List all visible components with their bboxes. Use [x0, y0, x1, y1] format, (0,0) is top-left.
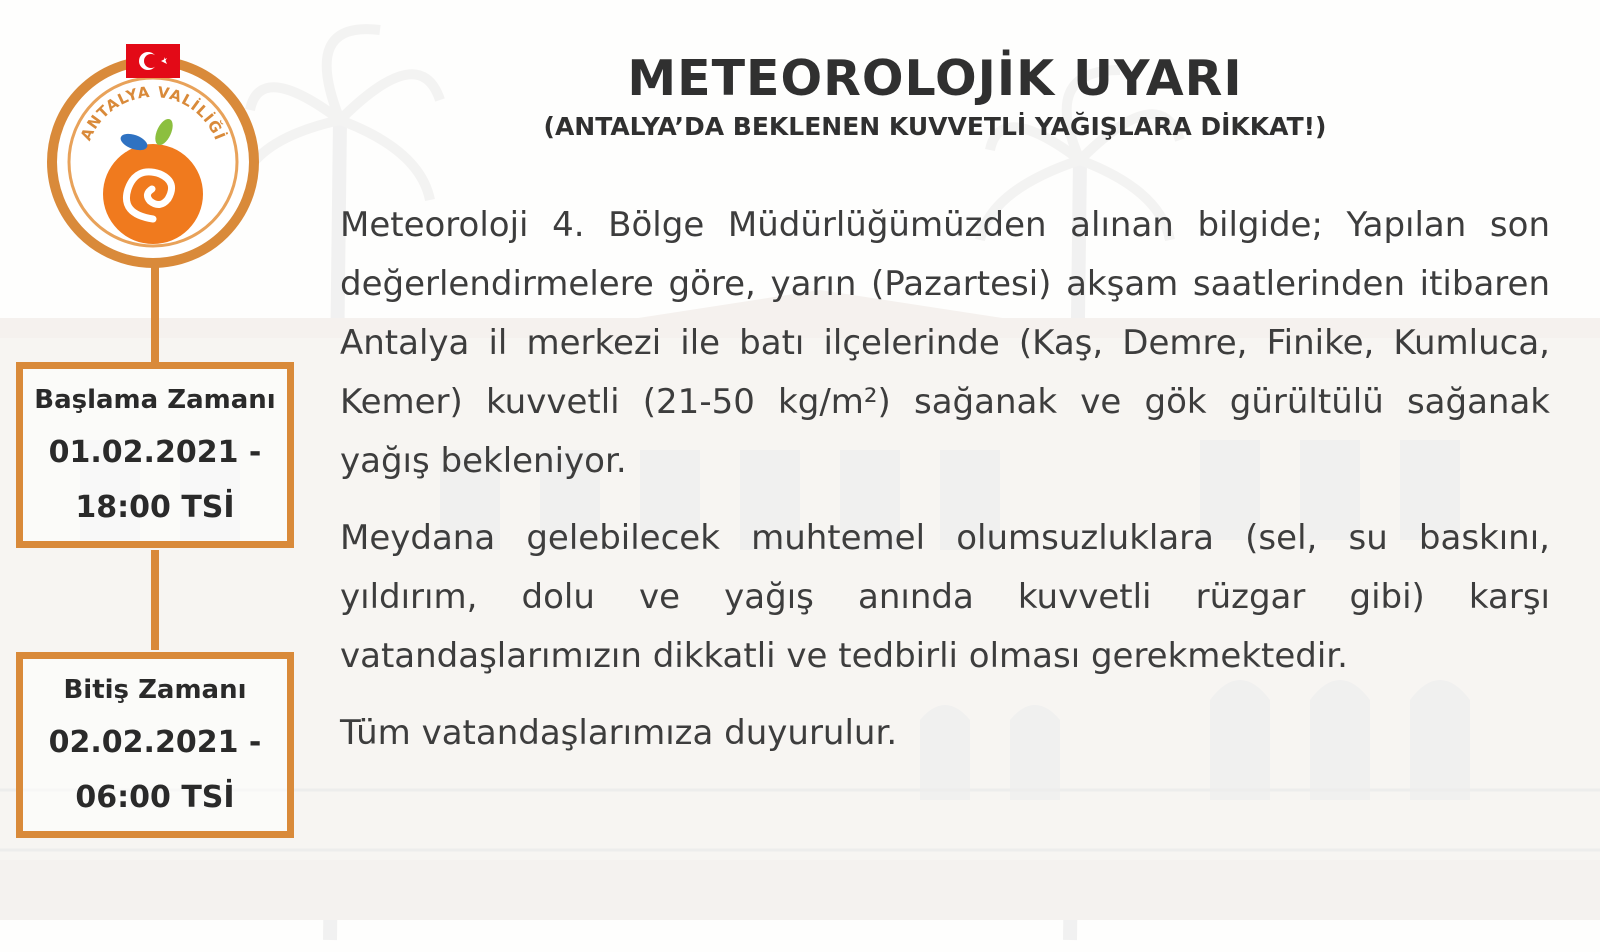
start-time: 18:00 TSİ — [75, 490, 235, 525]
announcement-paragraph: Meydana gelebilecek muhtemel olumsuzluklara (sel, su baskını, yıldırım, dolu ve yağış anında kuvvetli rüzgar gibi) karşı vatandaşlarımızın dikkatli ve tedbirli olması gerekmektedir. — [340, 518, 1550, 676]
start-time-box — [16, 362, 294, 548]
end-date: 02.02.2021 - — [48, 725, 262, 760]
start-time-label: Başlama Zamanı — [34, 385, 276, 415]
svg-text:ANTALYA VALİLİĞİ: ANTALYA VALİLİĞİ — [76, 82, 230, 144]
announcement-closing: Tüm vatandaşlarımıza duyurulur. — [340, 713, 898, 753]
end-time: 06:00 TSİ — [75, 780, 235, 815]
antalya-governorship-logo-icon — [40, 44, 266, 270]
page-title: METEOROLOJİK UYARI — [627, 50, 1243, 107]
end-time-label: Bitiş Zamanı — [63, 675, 247, 705]
start-date: 01.02.2021 - — [48, 435, 262, 470]
end-time-box — [16, 652, 294, 838]
page-subtitle: (ANTALYA’DA BEKLENEN KUVVETLİ YAĞIŞLARA DİKKAT!) — [543, 112, 1327, 141]
announcement-body — [340, 196, 1550, 781]
timeline-connector-bottom — [151, 550, 159, 650]
announcement-paragraph: Meteoroloji 4. Bölge Müdürlüğümüzden alınan bilgide; Yapılan son değerlendirmelere göre, yarın (Pazartesi) akşam saatlerinden itibaren Antalya il merkezi ile batı ilçelerinde (Kaş, Demre, Finike, Kumluca, Kemer) kuvvetli (21-50 kg/m²) sağanak ve gök gürültülü sağanak yağış bekleniyor. — [340, 205, 1550, 481]
timeline-connector-top — [151, 262, 159, 362]
